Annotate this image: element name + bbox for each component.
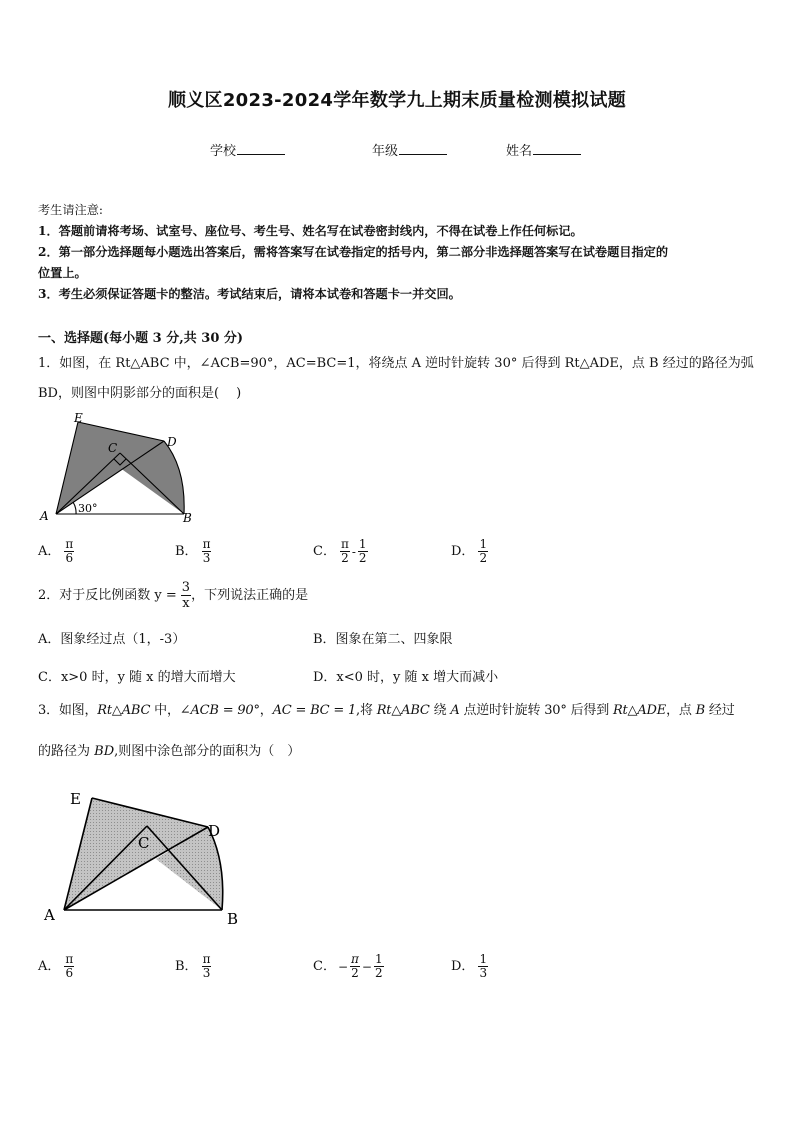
q1-label-angle: 30° [78,502,98,515]
notice-item-2: 2．第一部分选择题每小题选出答案后，需将答案写在试卷指定的括号内，第二部分非选择题答案写在试卷题目指定的 [38,245,669,259]
q3-option-c[interactable] [313,953,384,980]
q3-stem-line1 [38,701,760,721]
q3-option-c-den1: 2 [351,966,359,980]
q3-text-6: AC = BC = 1 [272,703,357,718]
q1-option-c-sep: - [351,544,356,559]
q2-option-a[interactable]: A．图象经过点（1，-3） [38,632,186,647]
q3-text-3: 中， [150,703,180,718]
q3-text-15: ，点 [666,703,696,718]
q1-label-a: A [40,509,49,523]
q1-label-c: C [108,441,118,455]
grade-label: 年级 [372,144,399,159]
q2-option-c[interactable]: C．x>0 时，y 随 x 的增大而增大 [38,670,236,685]
q3-label-a: A [44,906,55,924]
q1-option-c-letter: C． [313,544,336,559]
q3-text-13: 后得到 [566,703,613,718]
q1-option-a[interactable] [38,538,74,565]
q1-option-a-letter: A． [38,544,61,559]
q1-option-d[interactable] [451,538,488,565]
q3-line2-text-2: BD [94,744,115,759]
q3-option-c-letter: C． [313,959,336,974]
q3-option-c-num2: 1 [374,952,383,966]
q1-option-a-num: π [65,537,74,551]
q2-frac-num: 3 [181,580,191,595]
name-field [506,140,581,159]
notice-heading: 考生请注意: [38,203,104,217]
q3-option-b-letter: B． [175,959,198,974]
q3-option-a-num: π [65,952,74,966]
q3-option-b[interactable] [175,953,211,980]
q1-option-c-num2: 1 [358,537,367,551]
page-title: 顺义区2023-2024学年数学九上期末质量检测模拟试题 [167,90,627,111]
grade-blank[interactable] [399,142,447,155]
q3-option-a-letter: A． [38,959,61,974]
q1-option-d-num: 1 [479,537,488,551]
name-blank[interactable] [533,142,581,155]
q3-option-d[interactable] [451,953,488,980]
q1-option-d-letter: D． [451,544,475,559]
q1-option-c-den1: 2 [341,551,349,565]
q3-option-a[interactable] [38,953,74,980]
q3-text-9: 绕 [429,703,451,718]
school-blank[interactable] [237,142,285,155]
q3-text-12: 30° [544,703,567,718]
q1-option-c-den2: 2 [358,551,367,565]
q3-option-c-sep: − [361,959,372,974]
q3-text-7: ,将 [356,703,377,718]
notice-item-1: 1．答题前请将考场、试室号、座位号、考生号、姓名写在试卷密封线内，不得在试卷上作任何标记。 [38,224,583,238]
q1-label-e: E [74,411,83,425]
q3-option-b-den: 3 [202,966,211,980]
q3-text-4: ∠ACB = 90° [179,703,260,718]
q1-label-d: D [167,435,177,449]
q3-label-b: B [227,910,239,928]
q3-text-11: 点逆时针旋转 [459,703,545,718]
q3-option-b-num: π [202,952,211,966]
q1-option-c[interactable] [313,538,368,565]
q3-line2-text-1: 的路径为 [38,744,95,759]
q1-option-b-num: π [202,537,211,551]
q2-option-d[interactable]: D．x<0 时，y 随 x 增大而减小 [313,670,499,685]
q3-text-8: Rt△ABC [376,703,430,718]
q3-option-d-letter: D． [451,959,475,974]
q3-option-a-den: 6 [65,966,74,980]
q1-option-a-den: 6 [65,551,74,565]
q1-label-b: B [183,511,192,525]
notice-item-2-cont: 位置上。 [38,266,87,280]
q3-option-c-num1: π [351,952,359,966]
q3-label-c: C [138,834,150,852]
name-label: 姓名 [506,144,533,159]
q3-option-d-den: 3 [479,966,488,980]
q1-stem-line1: 1．如图，在 Rt△ABC 中，∠ACB=90°，AC=BC=1，将绕点 A 逆时针旋转 30° 后得到 Rt△ADE，点 B 经过的路径为弧 [38,356,754,371]
q3-text-5: ， [259,703,273,718]
q1-stem-line2: BD，则图中阴影部分的面积是( ) [38,386,242,401]
q2-stem-post: ，下列说法正确的是 [191,588,309,603]
q1-option-b-den: 3 [202,551,211,565]
q1-option-d-den: 2 [479,551,488,565]
q3-option-c-den2: 2 [374,966,383,980]
q3-text-17: 经过 [704,703,735,718]
q2-option-b[interactable]: B．图象在第二、四象限 [313,632,453,647]
grade-field [372,140,447,159]
q3-label-e: E [70,790,81,808]
school-label: 学校 [210,144,237,159]
q2-frac-den: x [182,596,190,611]
q1-option-b[interactable] [175,538,211,565]
q3-text-1: 3．如图， [38,703,98,718]
q3-text-14: Rt△ADE [612,703,667,718]
q3-text-16: B [695,703,705,718]
q3-line2-text-3: ,则图中涂色部分的面积为（ ） [114,744,301,759]
q2-stem [38,580,760,611]
q3-text-10: A [450,703,460,718]
q1-option-b-letter: B． [175,544,198,559]
q1-option-c-num1: π [340,537,349,551]
q3-figure [36,786,248,932]
q3-stem-line2 [38,742,760,762]
q3-text-2: Rt△ABC [97,703,151,718]
q3-option-d-num: 1 [479,952,488,966]
section-title: 一、选择题(每小题 3 分,共 30 分) [38,331,244,346]
q3-option-c-minus: − [337,959,349,974]
notice-item-3: 3．考生必须保证答题卡的整洁。考试结束后，请将本试卷和答题卡一并交回。 [38,287,461,301]
q1-figure [36,408,206,528]
q2-stem-pre: 2．对于反比例函数 y = [38,588,177,603]
school-field [210,140,285,159]
q3-label-d: D [208,822,221,840]
